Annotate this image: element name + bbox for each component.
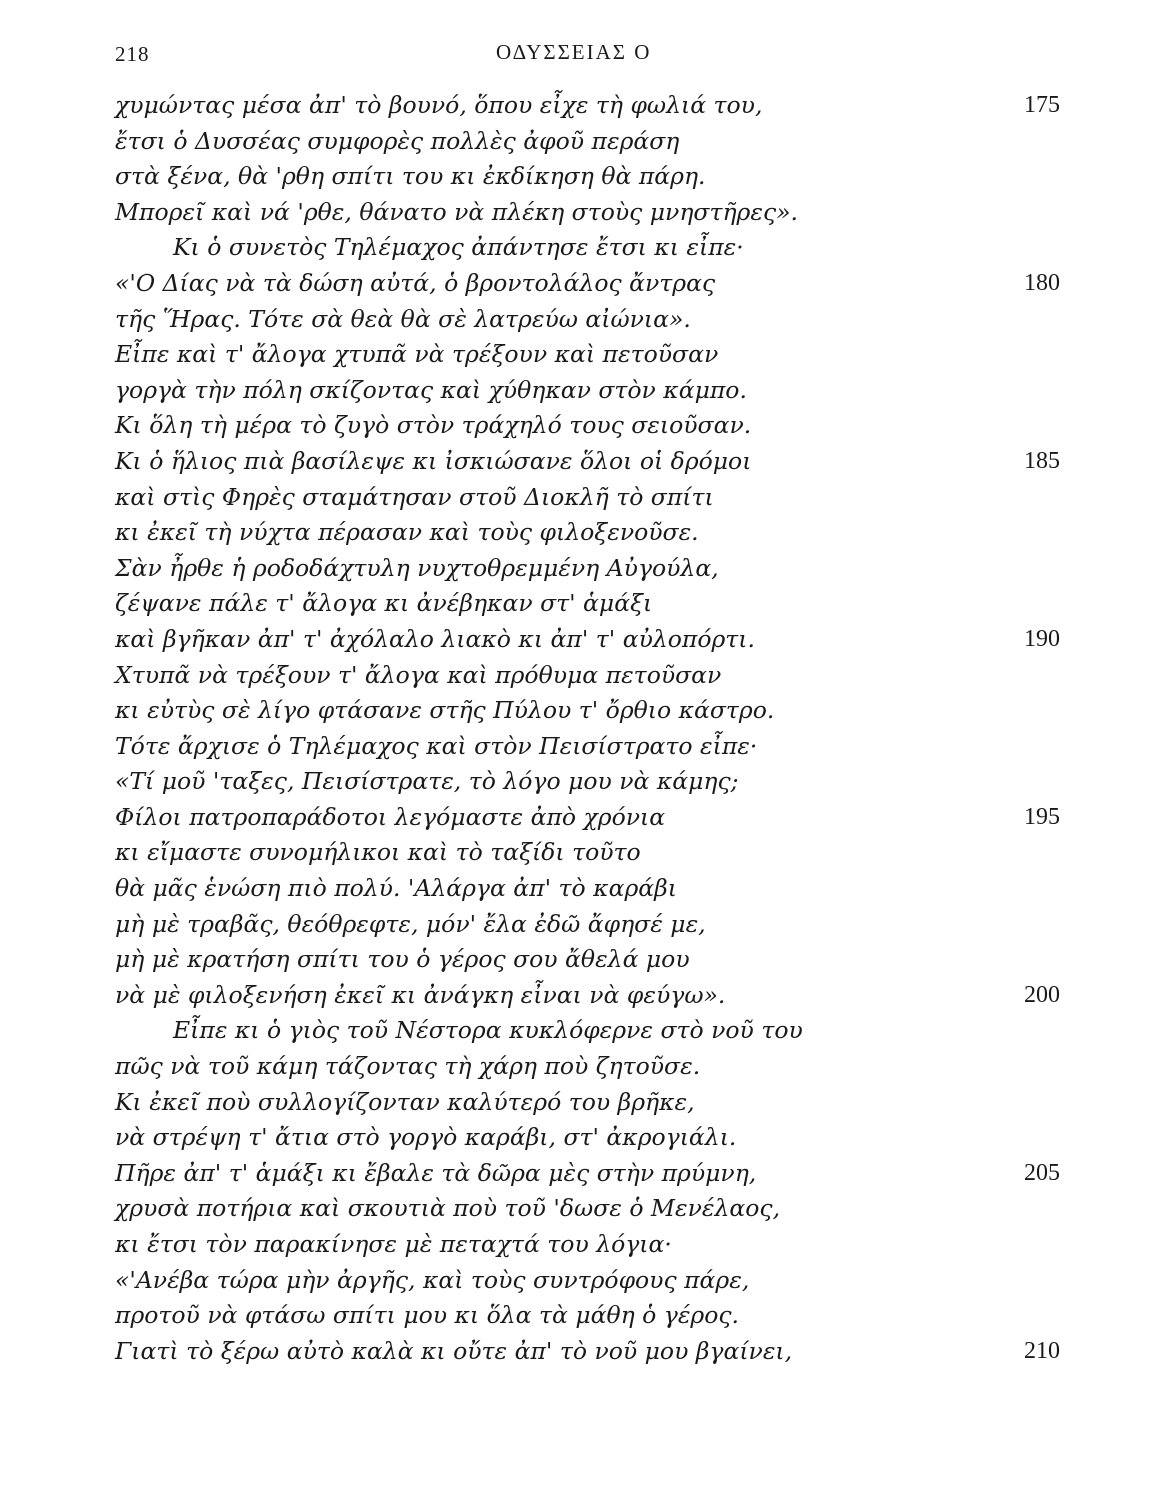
page-number: 218	[115, 42, 150, 66]
verse-line	[115, 195, 1070, 231]
verse-text: κι ἐκεῖ τὴ νύχτα πέρασαν καὶ τοὺς φιλοξενοῦσε.	[115, 518, 699, 547]
verse-text: πῶς νὰ τοῦ κάμη τάζοντας τὴ χάρη ποὺ ζητοῦσε.	[115, 1052, 701, 1081]
verse-line	[115, 230, 1070, 266]
verse-text: Κι ὁ ἥλιος πιὰ βασίλεψε κι ἰσκιώσανε ὅλοι οἱ δρόμοι	[115, 446, 752, 475]
verse-line	[115, 1156, 1070, 1192]
verse-text: Κι ὅλη τὴ μέρα τὸ ζυγὸ στὸν τράχηλό τους σειοῦσαν.	[115, 411, 752, 440]
verse-text: «'Ο Δίας νὰ τὰ δώση αὐτά, ὁ βροντολάλος ἄντρας	[115, 268, 716, 297]
verse-text: μὴ μὲ κρατήση σπίτι του ὁ γέρος σου ἄθελά μου	[115, 945, 690, 974]
verse-line	[115, 835, 1070, 871]
verse-text: στὰ ξένα, θὰ 'ρθη σπίτι του κι ἐκδίκηση θὰ πάρη.	[115, 162, 706, 191]
line-number: 180	[1024, 269, 1060, 296]
verse-line	[115, 337, 1070, 373]
verse-text: Γιατὶ τὸ ξέρω αὐτὸ καλὰ κι οὔτε ἀπ' τὸ νοῦ μου βγαίνει,	[115, 1336, 793, 1365]
verse-text: θὰ μᾶς ἑνώση πιὸ πολύ. 'Αλάργα ἀπ' τὸ καράβι	[115, 874, 677, 903]
verse-text: μὴ μὲ τραβᾶς, θεόθρεφτε, μόν' ἔλα ἐδῶ ἄφησέ με,	[115, 909, 706, 938]
verse-line	[115, 764, 1070, 800]
verse-text: Μπορεῖ καὶ νά 'ρθε, θάνατο νὰ πλέκη στοὺς μνηστῆρες».	[115, 197, 798, 226]
verse-line	[115, 1298, 1070, 1334]
verse-text: καὶ στὶς Φηρὲς σταμάτησαν στοῦ Διοκλῆ τὸ σπίτι	[115, 482, 714, 511]
verse-text: γοργὰ τὴν πόλη σκίζοντας καὶ χύθηκαν στὸν κάμπο.	[115, 375, 747, 404]
line-number: 205	[1024, 1159, 1060, 1186]
verse-text: κι εἴμαστε συνομήλικοι καὶ τὸ ταξίδι τοῦτο	[115, 838, 641, 867]
line-number: 210	[1024, 1337, 1060, 1364]
verse-text: Εἶπε καὶ τ' ἄλογα χτυπᾶ νὰ τρέξουν καὶ πετοῦσαν	[115, 340, 719, 369]
verse-line	[115, 480, 1070, 516]
line-number: 195	[1024, 803, 1060, 830]
verse-line	[115, 124, 1070, 160]
verse-text: κι εὐτὺς σὲ λίγο φτάσανε στῆς Πύλου τ' ὄρθιο κάστρο.	[115, 696, 775, 725]
verse-line	[115, 1120, 1070, 1156]
line-number: 200	[1024, 981, 1060, 1008]
poem-text	[115, 88, 1070, 1369]
verse-line	[115, 515, 1070, 551]
line-number: 175	[1024, 92, 1060, 118]
verse-line	[115, 159, 1070, 195]
line-number: 190	[1024, 625, 1060, 652]
verse-text: ζέψανε πάλε τ' ἄλογα κι ἀνέβηκαν στ' ἁμάξι	[115, 589, 653, 618]
verse-line	[115, 658, 1070, 694]
verse-line	[115, 1227, 1070, 1263]
verse-text: Εἶπε κι ὁ γιὸς τοῦ Νέστορα κυκλόφερνε στὸ νοῦ του	[173, 1016, 803, 1045]
verse-line	[115, 88, 1070, 124]
verse-line	[115, 693, 1070, 729]
verse-text: Σὰν ἦρθε ἡ ροδοδάχτυλη νυχτοθρεμμένη Αὐγούλα,	[115, 553, 719, 582]
verse-text: «Τί μοῦ 'ταξες, Πεισίστρατε, τὸ λόγο μου νὰ κάμης;	[115, 767, 739, 796]
verse-line	[115, 408, 1070, 444]
verse-text: ἔτσι ὁ Δυσσέας συμφορὲς πολλὲς ἀφοῦ περάση	[115, 126, 680, 155]
verse-text: καὶ βγῆκαν ἀπ' τ' ἀχόλαλο λιακὸ κι ἀπ' τ' αὐλοπόρτι.	[115, 624, 755, 653]
verse-line	[115, 622, 1070, 658]
verse-text: Φίλοι πατροπαράδοτοι λεγόμαστε ἀπὸ χρόνια	[115, 802, 666, 831]
verse-line	[115, 978, 1070, 1014]
verse-text: «'Ανέβα τώρα μὴν ἀργῆς, καὶ τοὺς συντρόφους πάρε,	[115, 1265, 750, 1294]
verse-line	[115, 1334, 1070, 1370]
verse-line	[115, 1049, 1070, 1085]
verse-line	[115, 302, 1070, 338]
verse-text: Κι ὁ συνετὸς Τηλέμαχος ἀπάντησε ἔτσι κι εἶπε·	[173, 233, 744, 262]
verse-text: κι ἔτσι τὸν παρακίνησε μὲ πεταχτά του λόγια·	[115, 1230, 672, 1258]
verse-text: νὰ μὲ φιλοξενήση ἐκεῖ κι ἀνάγκη εἶναι νὰ φεύγω».	[115, 980, 726, 1009]
verse-line	[115, 1263, 1070, 1299]
verse-text: τῆς Ἥρας. Τότε σὰ θεὰ θὰ σὲ λατρεύω αἰώνια».	[115, 304, 691, 333]
verse-line	[115, 729, 1070, 765]
verse-text: Τότε ἄρχισε ὁ Τηλέμαχος καὶ στὸν Πεισίστρατο εἶπε·	[115, 731, 758, 760]
verse-line	[115, 907, 1070, 943]
verse-line	[115, 1191, 1070, 1227]
verse-text: Πῆρε ἀπ' τ' ἁμάξι κι ἔβαλε τὰ δῶρα μὲς στὴν πρύμνη,	[115, 1158, 757, 1187]
verse-line	[115, 871, 1070, 907]
verse-text: προτοῦ νὰ φτάσω σπίτι μου κι ὅλα τὰ μάθη ὁ γέρος.	[115, 1301, 740, 1330]
page-header	[0, 40, 1151, 76]
verse-line	[115, 800, 1070, 836]
verse-text: νὰ στρέψη τ' ἄτια στὸ γοργὸ καράβι, στ' ἀκρογιάλι.	[115, 1123, 737, 1152]
verse-line	[115, 266, 1070, 302]
verse-text: χρυσὰ ποτήρια καὶ σκουτιὰ ποὺ τοῦ 'δωσε ὁ Μενέλαος,	[115, 1194, 781, 1223]
verse-line	[115, 1085, 1070, 1121]
verse-line	[115, 373, 1070, 409]
verse-line	[115, 942, 1070, 978]
verse-line	[115, 444, 1070, 480]
line-number: 185	[1024, 447, 1060, 474]
verse-line	[115, 551, 1070, 587]
verse-text: Κι ἐκεῖ ποὺ συλλογίζονταν καλύτερό του βρῆκε,	[115, 1087, 695, 1116]
verse-line	[115, 586, 1070, 622]
verse-line	[115, 1013, 1070, 1049]
verse-text: Χτυπᾶ νὰ τρέξουν τ' ἄλογα καὶ πρόθυμα πετοῦσαν	[115, 660, 722, 689]
verse-text: χυμώντας μέσα ἀπ' τὸ βουνό, ὅπου εἶχε τὴ φωλιά του,	[115, 91, 763, 119]
running-title: ΟΔΥΣΣΕΙΑΣ Ο	[496, 40, 652, 64]
